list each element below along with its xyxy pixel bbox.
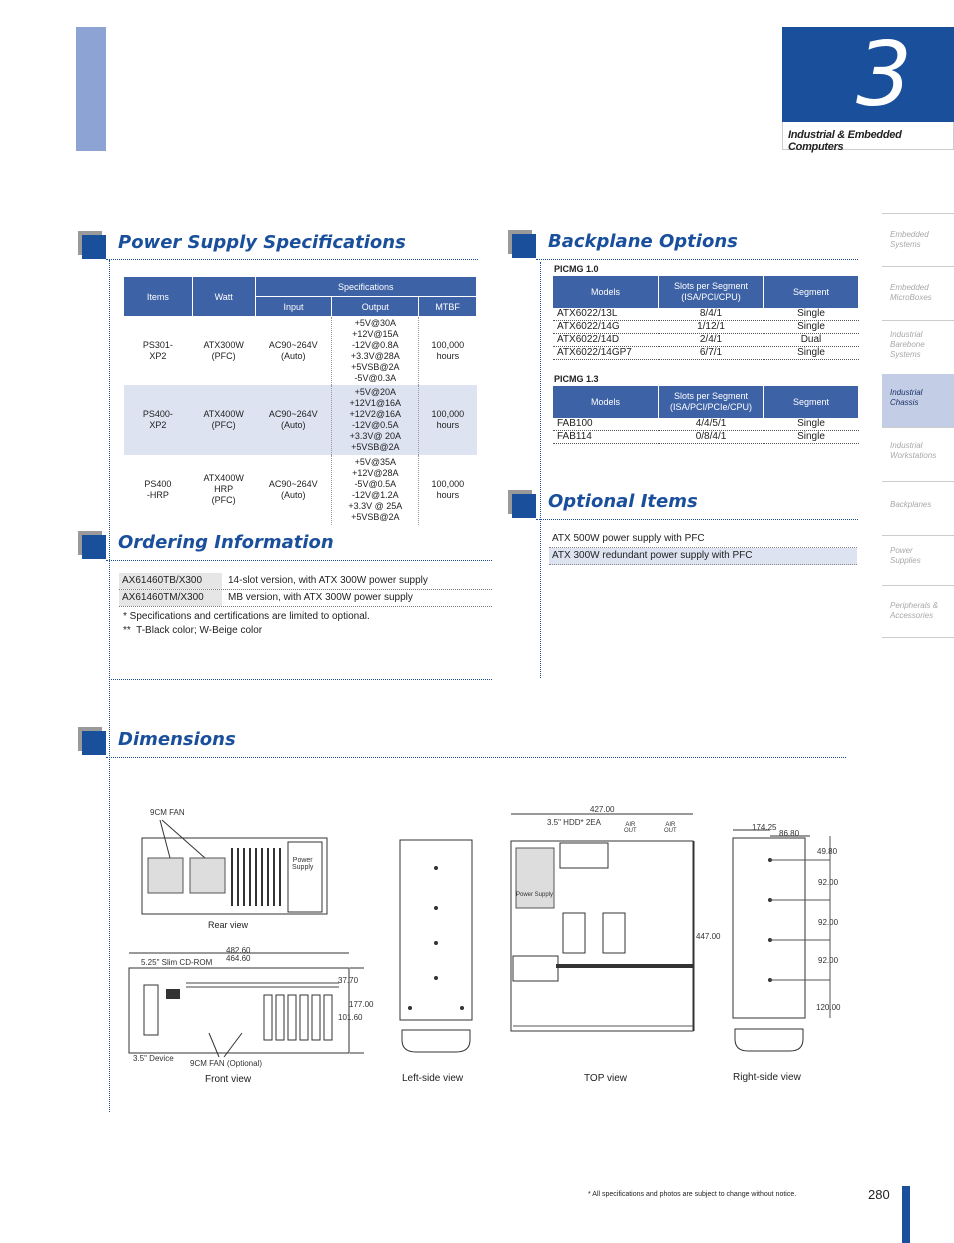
cell-model: FAB114 bbox=[553, 431, 659, 444]
sidebar-item-label: Power Supplies bbox=[890, 546, 921, 565]
order-desc: MB version, with ATX 300W power supply bbox=[228, 592, 413, 603]
table-row bbox=[553, 418, 859, 431]
power-supply-table bbox=[123, 276, 477, 525]
sidebar-item-label: Peripherals & Accessories bbox=[890, 601, 939, 620]
cell-item: PS400- XP2 bbox=[142, 408, 173, 430]
cell-slots: 2/4/1 bbox=[659, 334, 764, 347]
cell-slots: 1/12/1 bbox=[659, 321, 764, 334]
sidebar-item-workstations[interactable] bbox=[882, 427, 954, 481]
cell-slots: 6/7/1 bbox=[659, 347, 764, 360]
optional-title: Optional Items bbox=[548, 491, 698, 512]
optional-list bbox=[549, 531, 857, 565]
cell-segment: Dual bbox=[764, 334, 859, 347]
right-dim-7: 120.00 bbox=[816, 1003, 841, 1012]
section-marker bbox=[508, 230, 536, 258]
front-height-1: 37.70 bbox=[338, 976, 359, 985]
front-cdrom-label: 5.25" Slim CD-ROM bbox=[141, 958, 213, 967]
cell-mtbf: 100,000 hours bbox=[431, 408, 465, 430]
list-item: ATX 500W power supply with PFC bbox=[549, 531, 857, 548]
sidebar-item-embedded-systems[interactable] bbox=[882, 213, 954, 266]
title-underline bbox=[106, 757, 846, 758]
col-segment: Segment bbox=[764, 386, 859, 418]
cell-mtbf: 100,000 hours bbox=[431, 339, 465, 361]
backplane-title: Backplane Options bbox=[548, 231, 738, 252]
sidebar-item-peripherals[interactable] bbox=[882, 585, 954, 638]
footer-note: * All specifications and photos are subject to change without notice. bbox=[588, 1191, 797, 1198]
col-specifications: Specifications bbox=[255, 277, 476, 297]
picmg10-table bbox=[553, 276, 859, 360]
ordering-title: Ordering Information bbox=[118, 532, 334, 553]
top-psu-label: Power Supply bbox=[516, 892, 554, 898]
col-slots: Slots per Segment (ISA/PCI/PCIe/CPU) bbox=[659, 386, 764, 418]
cell-segment: Single bbox=[764, 431, 859, 444]
right-dim-6: 92.00 bbox=[818, 956, 839, 965]
cell-model: ATX6022/14D bbox=[553, 334, 659, 347]
left-view-caption: Left-side view bbox=[402, 1073, 464, 1084]
section-marker bbox=[78, 231, 106, 259]
title-underline bbox=[536, 519, 858, 520]
sidebar-item-embedded-microboxes[interactable] bbox=[882, 266, 954, 320]
top-view-caption: TOP view bbox=[584, 1073, 627, 1084]
section-marker bbox=[508, 490, 536, 518]
table-row bbox=[119, 590, 492, 607]
chapter-label: Industrial & Embedded Computers bbox=[788, 129, 902, 153]
col-models: Models bbox=[553, 276, 659, 308]
cell-input: AC90~264V (Auto) bbox=[268, 339, 318, 361]
col-mtbf: MTBF bbox=[419, 297, 477, 317]
front-width-1: 482.60 bbox=[226, 946, 251, 955]
section-divider bbox=[109, 679, 492, 680]
sidebar-item-label: Industrial Workstations bbox=[890, 441, 937, 460]
right-side-drawing bbox=[730, 825, 840, 1060]
sidebar-item-backplanes[interactable] bbox=[882, 481, 954, 535]
sidebar-item-barebone[interactable] bbox=[882, 320, 954, 374]
top-air-out-1: AIR OUT bbox=[624, 822, 637, 834]
front-width-2: 464.60 bbox=[226, 954, 251, 963]
sidebar-item-label: Industrial Barebone Systems bbox=[890, 330, 925, 359]
order-code: AX61460TB/X300 bbox=[119, 573, 222, 589]
top-air-out-2: AIR OUT bbox=[664, 822, 677, 834]
sidebar-item-label: Embedded MicroBoxes bbox=[890, 283, 932, 302]
right-dim-2: 86.80 bbox=[779, 829, 800, 838]
page-number: 280 bbox=[868, 1187, 890, 1202]
ordering-table bbox=[119, 573, 492, 607]
rear-view-caption: Rear view bbox=[208, 920, 249, 930]
rear-fan-label: 9CM FAN bbox=[150, 808, 185, 817]
cell-input: AC90~264V (Auto) bbox=[268, 408, 318, 430]
right-guide-line bbox=[540, 262, 541, 678]
top-view-drawing bbox=[508, 808, 698, 1058]
ordering-note-2: ** T-Black color; W-Beige color bbox=[123, 625, 263, 636]
table-row bbox=[124, 385, 477, 455]
col-watt: Watt bbox=[192, 277, 255, 317]
cell-segment: Single bbox=[764, 347, 859, 360]
cell-item: PS400 -HRP bbox=[144, 478, 172, 500]
col-input: Input bbox=[255, 297, 332, 317]
rear-psu-label: Power Supply bbox=[292, 857, 314, 871]
section-marker bbox=[78, 727, 106, 755]
cell-watt: ATX300W (PFC) bbox=[203, 339, 244, 361]
table-row bbox=[553, 431, 859, 444]
table-row bbox=[553, 321, 859, 334]
page-edge-bar bbox=[902, 1186, 910, 1243]
title-underline bbox=[106, 560, 492, 561]
col-models: Models bbox=[553, 386, 659, 418]
cell-model: ATX6022/14GP7 bbox=[553, 347, 659, 360]
right-dim-1: 174.25 bbox=[752, 823, 777, 832]
cell-mtbf: 100,000 hours bbox=[431, 478, 465, 500]
front-height-2: 177.00 bbox=[349, 1000, 374, 1009]
chapter-number: 3 bbox=[856, 23, 912, 126]
cell-watt: ATX400W HRP (PFC) bbox=[203, 473, 244, 505]
sidebar-item-industrial-chassis[interactable] bbox=[882, 374, 954, 427]
col-segment: Segment bbox=[764, 276, 859, 308]
cell-model: ATX6022/14G bbox=[553, 321, 659, 334]
front-fan-label: 9CM FAN (Optional) bbox=[190, 1059, 263, 1068]
right-dim-4: 92.00 bbox=[818, 878, 839, 887]
cell-slots: 0/8/4/1 bbox=[659, 431, 764, 444]
order-desc: 14-slot version, with ATX 300W power supply bbox=[228, 575, 428, 586]
sidebar-item-power-supplies[interactable] bbox=[882, 535, 954, 585]
title-underline bbox=[536, 259, 858, 260]
left-guide-line bbox=[109, 260, 110, 1112]
picmg13-table bbox=[553, 386, 859, 444]
cell-slots: 8/4/1 bbox=[659, 308, 764, 321]
left-side-drawing bbox=[398, 838, 478, 1058]
table-row bbox=[553, 308, 859, 321]
picmg10-label: PICMG 1.0 bbox=[554, 264, 599, 274]
order-code: AX61460TM/X300 bbox=[119, 590, 222, 606]
table-row bbox=[553, 334, 859, 347]
front-height-3: 101.60 bbox=[338, 1013, 363, 1022]
top-depth-label: 447.00 bbox=[696, 932, 721, 941]
cell-slots: 4/4/5/1 bbox=[659, 418, 764, 431]
front-view-caption: Front view bbox=[205, 1074, 252, 1085]
table-row bbox=[124, 455, 477, 525]
header-accent-bar bbox=[76, 27, 106, 151]
cell-output: +5V@35A +12V@28A -5V@0.5A -12V@1.2A +3.3V @ 25A +5VSB@2A bbox=[332, 455, 419, 525]
chapter-label-box bbox=[782, 122, 954, 153]
title-underline bbox=[106, 259, 478, 260]
sidebar-item-label: Embedded Systems bbox=[890, 230, 929, 249]
col-output: Output bbox=[332, 297, 419, 317]
table-row bbox=[119, 573, 492, 590]
cell-segment: Single bbox=[764, 418, 859, 431]
section-marker bbox=[78, 531, 106, 559]
right-view-caption: Right-side view bbox=[733, 1072, 801, 1083]
chapter-tab bbox=[782, 23, 954, 126]
sidebar-item-label: Backplanes bbox=[890, 500, 932, 509]
col-items: Items bbox=[124, 277, 193, 317]
cell-output: +5V@20A +12V1@16A +12V2@16A -12V@0.5A +3.3V@ 20A +5VSB@2A bbox=[332, 385, 419, 455]
cell-output: +5V@30A +12V@15A -12V@0.8A +3.3V@28A +5VSB@2A -5V@0.3A bbox=[332, 317, 419, 385]
picmg13-label: PICMG 1.3 bbox=[554, 374, 599, 384]
sidebar-item-label: Industrial Chassis bbox=[890, 388, 923, 407]
ordering-note-1: * Specifications and certifications are limited to optional. bbox=[123, 611, 370, 622]
table-row bbox=[124, 317, 477, 385]
power-supply-title: Power Supply Specifications bbox=[118, 232, 406, 253]
cell-item: PS301- XP2 bbox=[142, 339, 173, 361]
top-hdd-label: 3.5" HDD* 2EA bbox=[547, 818, 601, 827]
cell-model: ATX6022/13L bbox=[553, 308, 659, 321]
cell-watt: ATX400W (PFC) bbox=[203, 408, 244, 430]
table-row bbox=[553, 347, 859, 360]
cell-segment: Single bbox=[764, 321, 859, 334]
list-item: ATX 300W redundant power supply with PFC bbox=[549, 548, 857, 565]
top-width-label: 427.00 bbox=[590, 805, 615, 814]
col-slots: Slots per Segment (ISA/PCI/CPU) bbox=[659, 276, 764, 308]
right-dim-3: 49.80 bbox=[817, 847, 838, 856]
cell-model: FAB100 bbox=[553, 418, 659, 431]
cell-input: AC90~264V (Auto) bbox=[268, 478, 318, 500]
front-view-drawing bbox=[124, 945, 374, 1060]
cell-segment: Single bbox=[764, 308, 859, 321]
right-dim-5: 92.00 bbox=[818, 918, 839, 927]
front-device-label: 3.5" Device bbox=[133, 1054, 174, 1063]
dimensions-title: Dimensions bbox=[118, 729, 236, 750]
